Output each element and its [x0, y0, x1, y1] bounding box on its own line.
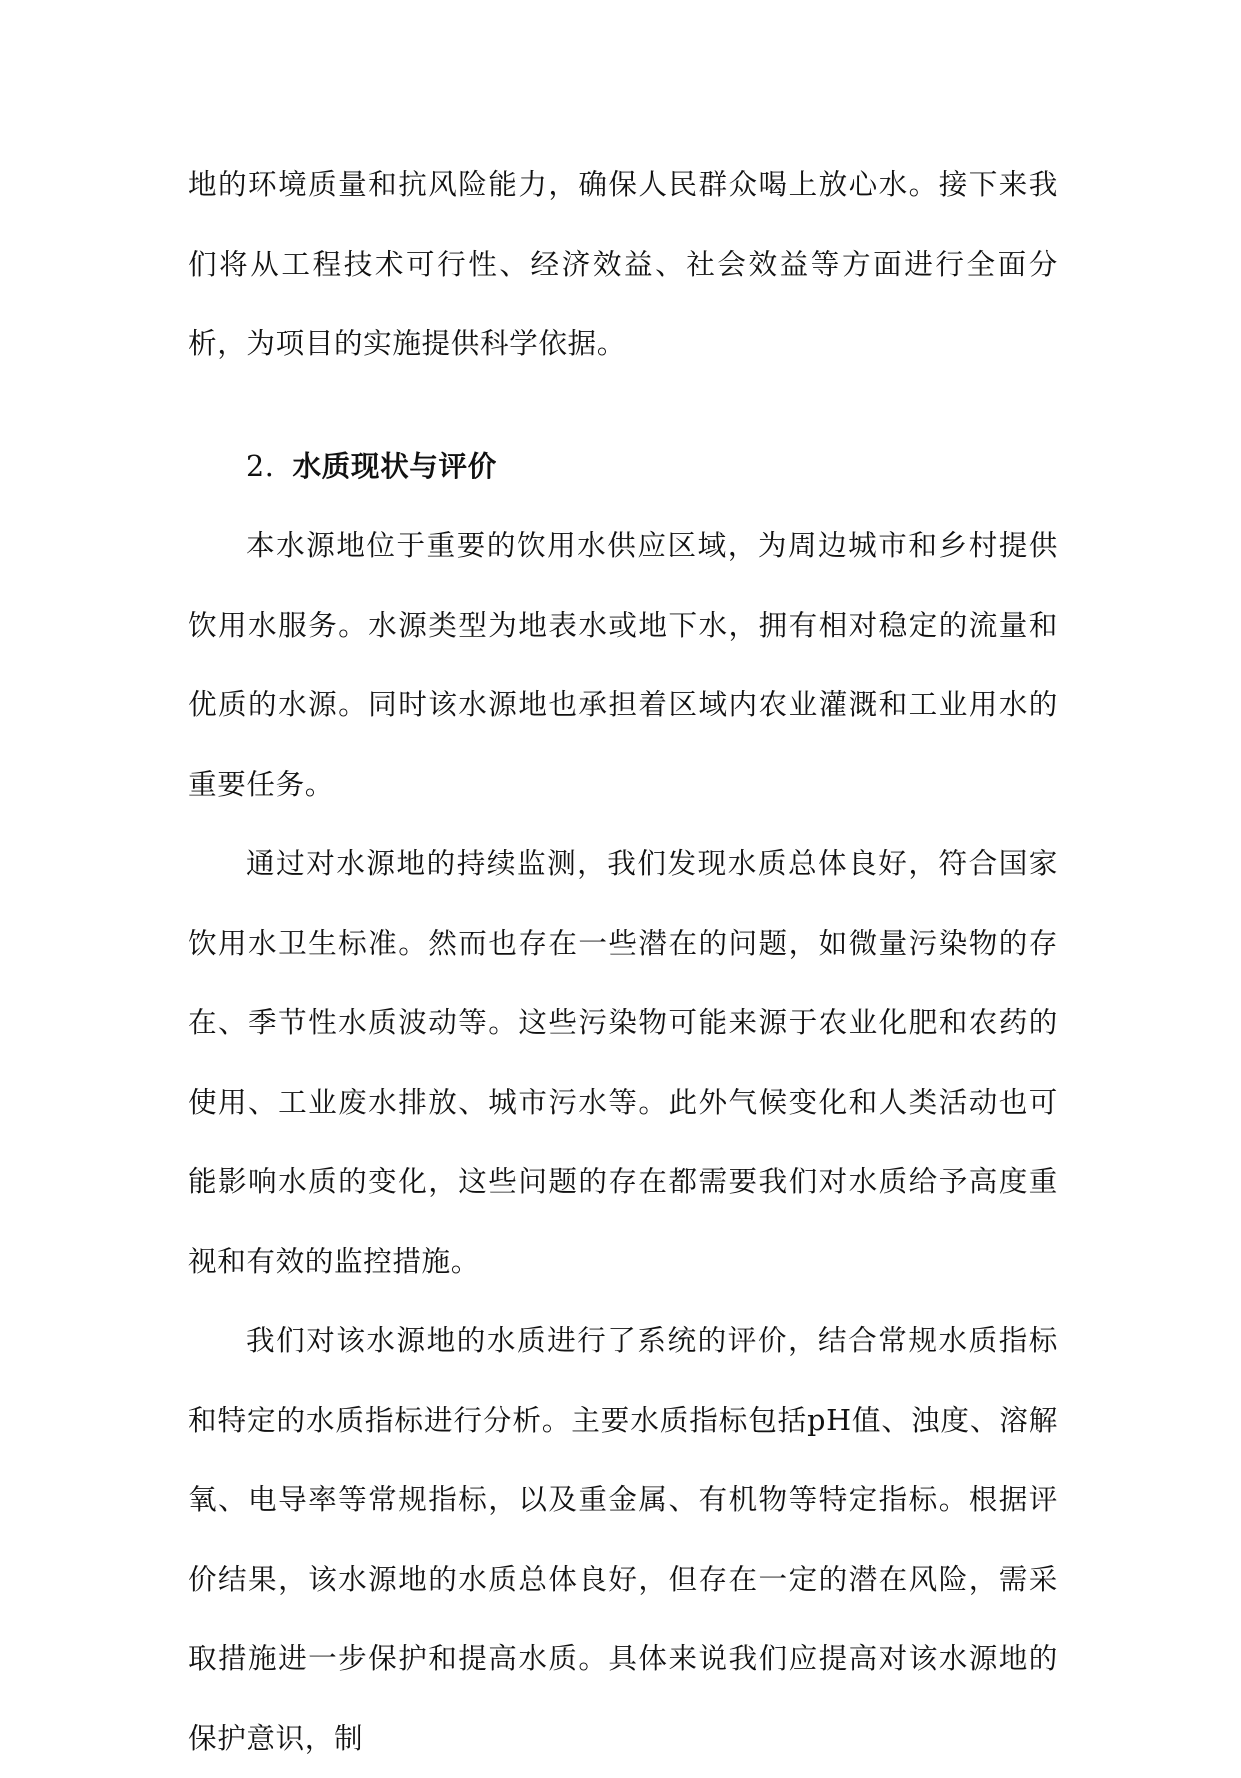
- section-title: 水质现状与评价: [292, 448, 497, 483]
- document-body: [188, 145, 1058, 1778]
- section-number: 2.: [246, 448, 275, 483]
- paragraph-evaluation: 我们对该水源地的水质进行了系统的评价，结合常规水质指标和特定的水质指标进行分析。主要水质指标包括pH值、浊度、溶解氧、电导率等常规指标，以及重金属、有机物等特定指标。根据评价结果，该水源地的水质总体良好，但存在一定的潜在风险，需采取措施进一步保护和提高水质。具体来说我们应提高对该水源地的保护意识，制: [188, 1323, 1058, 1755]
- intro-paragraph: 地的环境质量和抗风险能力，确保人民群众喝上放心水。接下来我们将从工程技术可行性、经济效益、社会效益等方面进行全面分析，为项目的实施提供科学依据。: [188, 167, 1058, 360]
- paragraph-source-overview: 本水源地位于重要的饮用水供应区域，为周边城市和乡村提供饮用水服务。水源类型为地表水或地下水，拥有相对稳定的流量和优质的水源。同时该水源地也承担着区域内农业灌溉和工业用水的重要任务。: [188, 528, 1058, 801]
- section-heading: [188, 427, 1058, 507]
- paragraph-monitoring: 通过对水源地的持续监测，我们发现水质总体良好，符合国家饮用水卫生标准。然而也存在一些潜在的问题，如微量污染物的存在、季节性水质波动等。这些污染物可能来源于农业化肥和农药的使用、工业废水排放、城市污水等。此外气候变化和人类活动也可能影响水质的变化，这些问题的存在都需要我们对水质给予高度重视和有效的监控措施。: [188, 846, 1058, 1278]
